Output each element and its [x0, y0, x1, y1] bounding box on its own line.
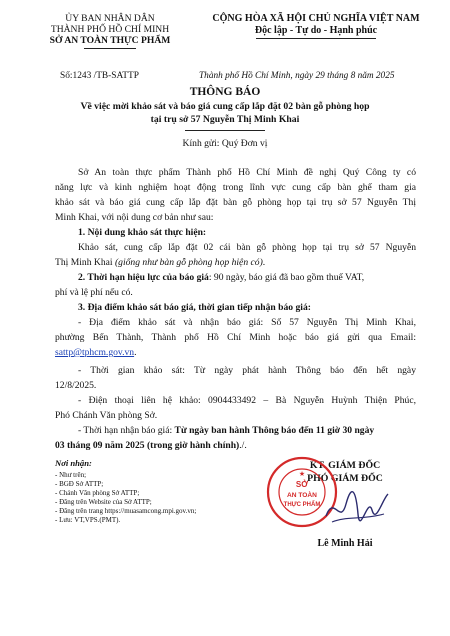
signature-title: KT. GIÁM ĐỐC [309, 460, 381, 471]
section-2-text: : 90 ngày, báo giá đã bao gồm thuế VAT, [208, 272, 365, 283]
section-1-tail: . [262, 257, 266, 268]
document-subject-line2: tại trụ sở 57 Nguyễn Thị Minh Khai [150, 114, 300, 125]
section-3-line: - Thời gian khảo sát: Từ ngày phát hành Thông báo đến hết ngày [78, 365, 416, 376]
recipients-heading: Nơi nhận: [55, 458, 92, 468]
seal-text-middle: AN TOÀN [287, 492, 317, 499]
deadline-tail: ./. [239, 440, 247, 451]
recipient-line: Kính gửi: Quý Đơn vị [182, 138, 268, 149]
document-subject-line1: Về việc mời khảo sát và báo giá cung cấp lắp đặt 02 bàn gỗ phòng họp [80, 101, 370, 112]
issue-date: Thành phố Hồ Chí Minh, ngày 29 tháng 8 năm 2025 [199, 71, 395, 81]
section-3-line [55, 347, 137, 359]
seal-star-icon: ★ [298, 470, 306, 478]
section-3-line: - Điện thoại liên hệ khảo: 0904433492 – Bà Nguyễn Huỳnh Thiện Phúc, [78, 395, 416, 406]
national-title: CỘNG HÒA XÃ HỘI CHỦ NGHĨA VIỆT NAM [212, 13, 420, 24]
deadline-value: Từ ngày ban hành Thông báo đến 11 giờ 30 ngày [174, 425, 375, 436]
recipient-item: - Chánh Văn phòng Sở ATTP; [55, 489, 140, 497]
email-tail: . [134, 347, 137, 358]
subject-underline [185, 130, 265, 131]
intro-line: Sở An toàn thực phẩm Thành phố Hồ Chí Minh đề nghị Quý Công ty có [78, 167, 416, 178]
section-1-text: Thị Minh Khai [55, 257, 115, 268]
intro-line: khảo sát và báo giá cung cấp lắp đặt bàn gỗ phòng họp tại trụ sở 57 Nguyễn Thị [55, 197, 416, 208]
section-3-line [55, 440, 247, 452]
email-link[interactable]: sattp@tphcm.gov.vn [55, 347, 135, 358]
agency-name: SỞ AN TOÀN THỰC PHẨM [49, 35, 171, 46]
section-1-note: (giống như bàn gỗ phòng họp hiện có) [114, 257, 263, 268]
recipient-item: - Lưu: VT,VPS.(PMT). [55, 516, 121, 524]
section-1-line [55, 257, 265, 269]
section-2-heading: 2. Thời hạn hiệu lực của báo giá [78, 272, 209, 283]
section-1-line: Khảo sát, cung cấp lắp đặt 02 cái bàn gỗ phòng họp tại trụ sở 57 Nguyễn [78, 242, 416, 253]
handwritten-signature [322, 486, 392, 532]
intro-line: năng lực và kinh nghiệm hoạt động trong lĩnh vực cung cấp bàn ghế tham gia [55, 182, 416, 193]
recipient-item: - Đăng trên trang https://muasamcong.mpi.gov.vn; [55, 507, 197, 515]
deadline-date: 03 tháng 09 năm 2025 (trong giờ hành chính) [55, 440, 240, 451]
section-3-line [78, 425, 374, 437]
section-3-heading: 3. Địa điểm khảo sát báo giá, thời gian tiếp nhận báo giá: [78, 302, 311, 313]
seal-text-bottom: THỰC PHẨM [283, 502, 321, 508]
signer-name: Lê Minh Hải [317, 538, 373, 549]
recipient-item: - Đăng trên Website của Sở ATTP; [55, 498, 152, 506]
section-1-heading: 1. Nội dung khảo sát thực hiện: [78, 227, 207, 238]
intro-line: Minh Khai, với nội dung cơ bản như sau: [55, 212, 214, 223]
seal-text-top: SỞ [295, 480, 309, 489]
agency-city: THÀNH PHỐ HỒ CHÍ MINH [50, 24, 170, 35]
section-3-line: phường Bến Thành, Thành phố Hồ Chí Minh hoặc báo giá gửi qua Email: [55, 332, 416, 343]
document-number: Số:1243 /TB-SATTP [60, 71, 139, 81]
motto-underline [256, 38, 376, 39]
national-motto: Độc lập - Tự do - Hạnh phúc [254, 25, 378, 36]
document-title: THÔNG BÁO [189, 86, 261, 98]
section-3-line: 12/8/2025. [55, 380, 97, 391]
agency-underline [84, 48, 136, 49]
agency-parent: ỦY BAN NHÂN DÂN [65, 13, 155, 24]
section-3-line: - Địa điểm khảo sát và nhận báo giá: Số 57 Nguyễn Thị Minh Khai, [78, 317, 416, 328]
recipient-item: - BGĐ Sở ATTP; [55, 480, 104, 488]
section-2-line [78, 272, 364, 284]
section-3-line: Phó Chánh Văn phòng Sở. [55, 410, 158, 421]
section-2-line: phí và lệ phí nếu có. [55, 287, 133, 298]
signature-role: PHÓ GIÁM ĐỐC [307, 473, 383, 484]
recipient-item: - Như trên; [55, 471, 87, 479]
deadline-label: - Thời hạn nhận báo giá: [78, 425, 175, 436]
